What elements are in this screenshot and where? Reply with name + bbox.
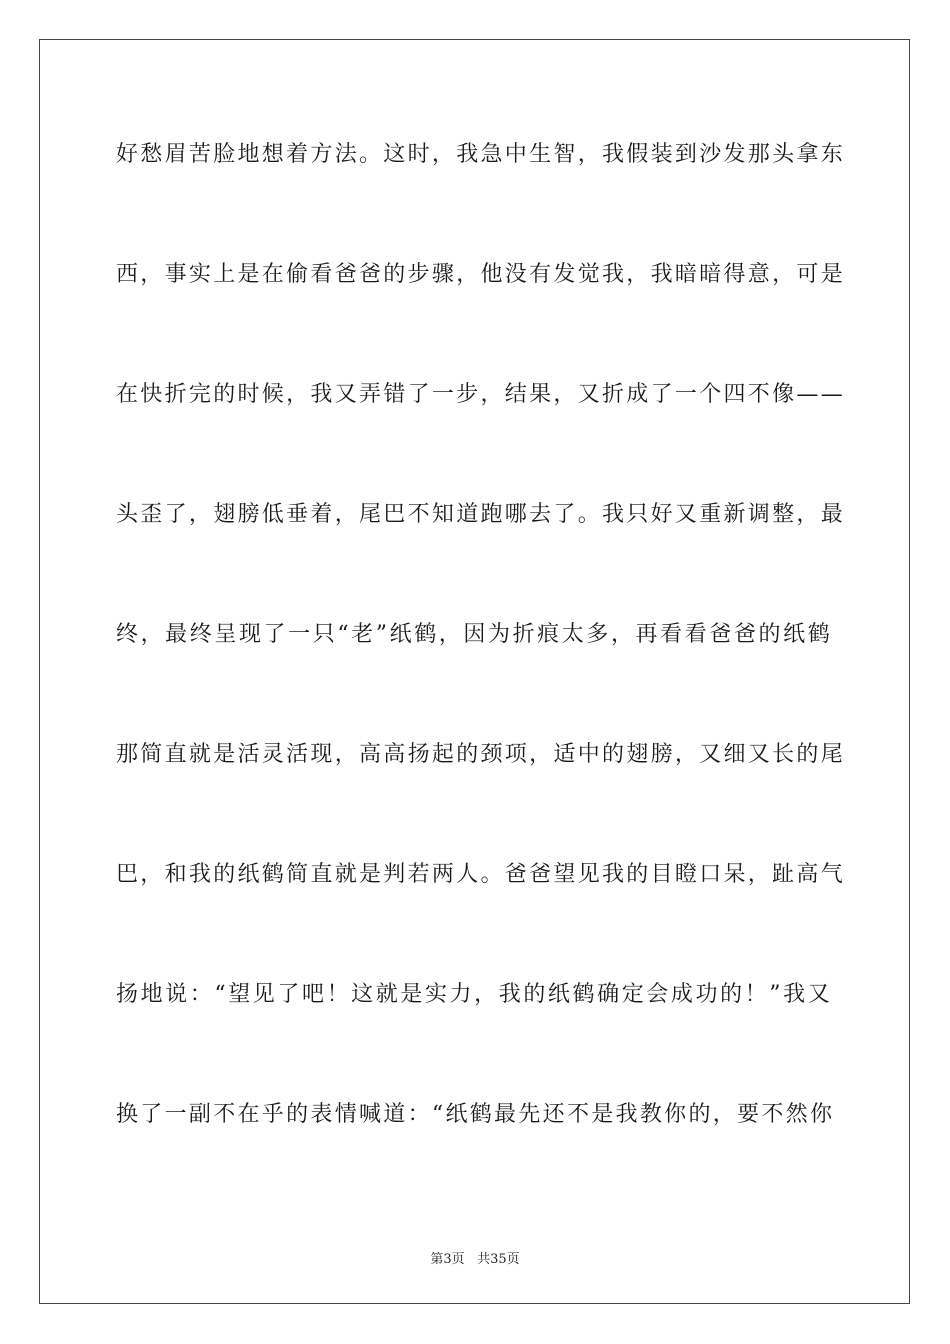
text-line: 终，最终呈现了一只“老”纸鹤，因为折痕太多，再看看爸爸的纸鹤 <box>116 622 832 647</box>
text-line: 好愁眉苦脸地想着方法。这时，我急中生智，我假装到沙发那头拿东 <box>116 142 846 167</box>
text-line: 那简直就是活灵活现，高高扬起的颈项，适中的翅膀，又细又长的尾 <box>116 742 846 767</box>
text-line: 换了一副不在乎的表情喊道：“纸鹤最先还不是我教你的，要不然你 <box>116 1102 835 1127</box>
text-line: 扬地说：“望见了吧！这就是实力，我的纸鹤确定会成功的！”我又 <box>116 982 832 1007</box>
text-line: 西，事实上是在偷看爸爸的步骤，他没有发觉我，我暗暗得意，可是 <box>116 262 846 287</box>
page-footer <box>0 1248 950 1267</box>
text-line: 头歪了，翅膀低垂着，尾巴不知道跑哪去了。我只好又重新调整，最 <box>116 502 846 527</box>
total-pages: 共35页 <box>477 1252 520 1267</box>
text-line: 在快折完的时候，我又弄错了一步，结果，又折成了一个四不像—— <box>116 382 846 407</box>
page-number: 第3页 <box>430 1252 465 1267</box>
text-line: 巴，和我的纸鹤简直就是判若两人。爸爸望见我的目瞪口呆，趾高气 <box>116 862 846 887</box>
body-text <box>116 120 846 1200</box>
